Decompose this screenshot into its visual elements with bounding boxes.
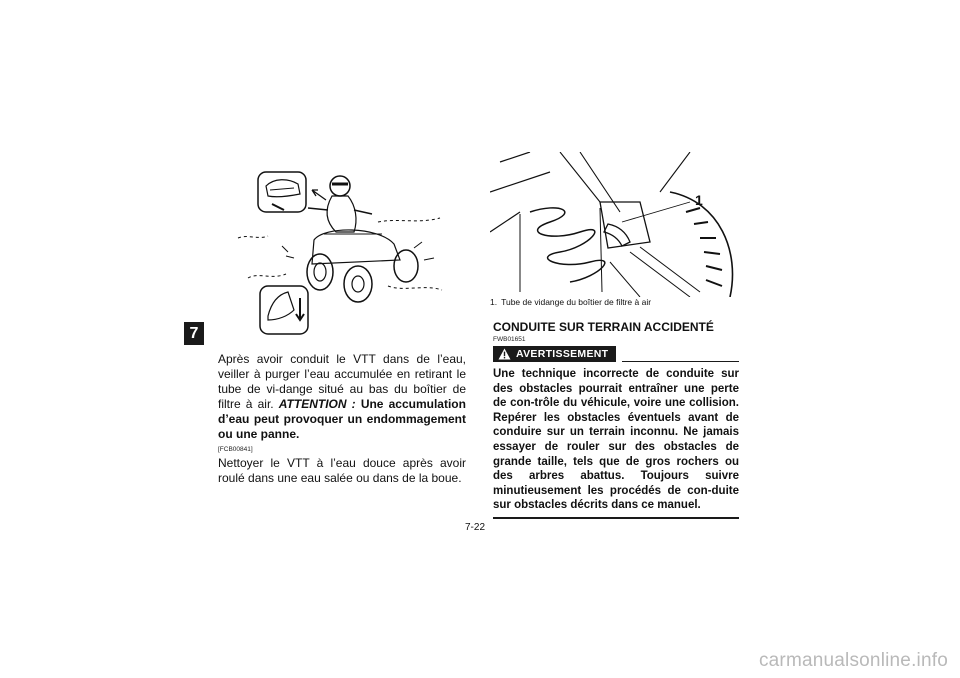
cleaning-paragraph: Nettoyer le VTT à l’eau douce après avoir roulé dans une eau salée ou dans de la boue. (218, 456, 466, 485)
callout-number: 1 (695, 192, 703, 208)
figure-caption (490, 297, 651, 307)
attention-label: ATTENTION : (278, 397, 356, 411)
warning-triangle-icon (498, 348, 511, 360)
caption-number: 1. (490, 297, 498, 307)
attention-text: Une accumulation d’eau peut provoquer un endommagement ou une panne. (218, 397, 466, 441)
warning-text: Une technique incorrecte de conduite sur des obstacles pourrait entraîner une perte de con-trôle du véhicule, voire une collision. Repérer les obstacles éventuels avant de conduire sur un terrain inconnu. Ne jamais essayer de rouler sur des obstacles de grande taille, tels que de gros rochers ou des arbres abattus. Toujours suivre minutieusement les procédés de con-duite sur obstacles décrits dans ce manuel. (493, 368, 739, 512)
right-column (493, 320, 739, 519)
caption-text: Tube de vidange du boîtier de filtre à air (501, 297, 652, 307)
atv-water-illustration (228, 160, 460, 352)
warning-bottom-rule (493, 517, 739, 519)
water-drain-paragraph (218, 352, 466, 442)
page-number: 7-22 (465, 522, 486, 533)
watermark: carmanualsonline.info (758, 650, 948, 671)
left-column (218, 352, 466, 486)
warning-badge (493, 346, 616, 362)
section-code: FWB01651 (493, 336, 526, 343)
section-title: CONDUITE SUR TERRAIN ACCIDENTÉ (493, 320, 714, 334)
water-drain-text: Après avoir conduit le VTT dans de l’eau, veiller à purger l’eau accumulée en retirant le tube de vi-dange situé au bas du boîtier de filtre à air. (218, 352, 466, 411)
chapter-tab: 7 (184, 322, 204, 345)
air-filter-drain-illustration (490, 152, 740, 297)
caution-code: [FCB00841] (218, 446, 253, 453)
warning-header (493, 346, 739, 362)
warning-label: AVERTISSEMENT (516, 348, 609, 360)
warning-rule (622, 361, 739, 362)
